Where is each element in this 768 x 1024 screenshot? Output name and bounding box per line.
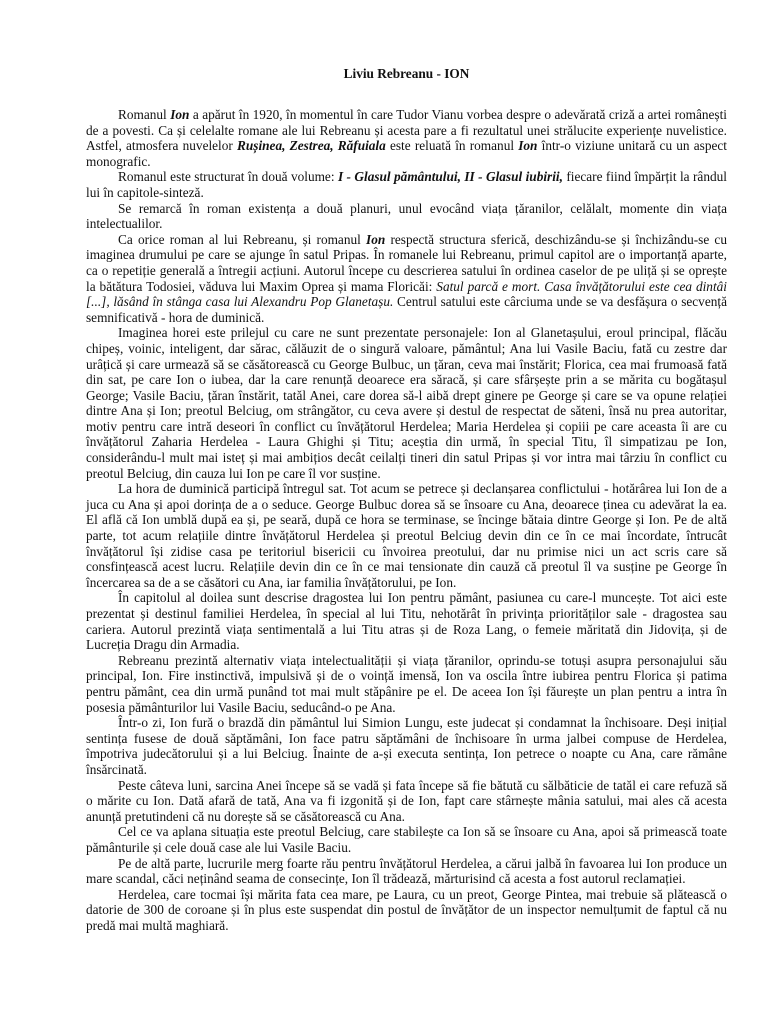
- text-run: Se remarcă în roman existența a două planuri, unul evocând viața țăranilor, celălalt, momente din viața intelectualilor.: [86, 200, 727, 232]
- paragraph: [86, 778, 727, 825]
- text-run: Centrul satului este cârciuma unde se va desfășura o secvență semnificativă - hora de duminică.: [86, 294, 727, 325]
- paragraph: [86, 325, 727, 481]
- text-run: Imaginea horei este prilejul cu care ne sunt prezentate personajele: Ion al Glanetașului, eroul principal, flăcău chipeș, voinic, inteligent, dar sărac, călăuzit de o singură valoare, pământul; Ana lui Vasile Baciu, fată cu zestre dar urâțică și care urmează să se căsătorească cu George Bulbuc, un țăran, ceva mai înstărit; Florica, cea mai frumoasă fată din sat, pe care Ion o iubea, dar la care renunță deoarece era săracă, și care sfârșește prin a se mărita cu bogătașul George; Vasile Baciu, țăran înstărit, tatăl Anei, care dorea să-l aibă drept ginere pe George și care se va opune relației dintre Ana și Ion; preotul Belciug, om strângător, cu ceva avere și destul de respectat de săteni, însă nu prea autoritar, motiv pentru care intră deseori în conflict cu învățătorul Herdelea; Maria Herdelea și copiii pe care aceasta îi are cu învățătorul Zaharia Herdelea - Laura Ghighi și Titu; aceștia din urmă, în special Titu, îl simpatizau pe Ion, considerându-l mult mai isteț și mai ambițios decât ceilalți tineri din satul Pripas și vor intra mai târziu în conflict cu preotul Belciug, din cauza lui Ion pe care îl vor susține.: [86, 325, 727, 481]
- paragraph: [86, 856, 727, 887]
- text-run: Într-o zi, Ion fură o brazdă din pământul lui Simion Lungu, este judecat și condamnat la închisoare. Deși inițial sentința fusese de două săptămâni, Ion face patru săptămâni de închisoare în urma jalbei compuse de Herdelea, împotriva judecătorului și a lui Belciug. Înainte de a-și executa sentința, Ion petrece o noapte cu Ana, care rămâne însărcinată.: [86, 715, 727, 777]
- text-run: într-o viziune unitară cu un aspect monografic.: [86, 138, 727, 169]
- text-run: Ca orice roman al lui Rebreanu, și romanul: [118, 231, 367, 247]
- emphasis-bold-italic: I - Glasul pământului, II - Glasul iubirii,: [337, 169, 563, 185]
- paragraph: [86, 590, 727, 652]
- text-run: Cel ce va aplana situația este preotul Belciug, care stabilește ca Ion să se însoare cu Ana, apoi să primească toate pământurile și cele două case ale lui Vasile Baciu.: [86, 824, 727, 855]
- paragraph: [86, 107, 727, 169]
- paragraph: [86, 653, 727, 715]
- emphasis-bold-italic: Rușinea, Zestrea, Răfuiala: [237, 138, 386, 154]
- paragraph: [86, 232, 727, 326]
- paragraph: [86, 887, 727, 934]
- paragraph: [86, 824, 727, 855]
- document-title: Liviu Rebreanu - ION: [343, 66, 470, 81]
- text-run: a apărut în 1920, în momentul în care Tudor Vianu vorbea despre o adevărată criză a artei românești de a povesti. Ca și celelalte romane ale lui Rebreanu și acesta pare a fi rezultatul unei strălucite experiențe nuvelistice. Astfel, atmosfera nuvelelor: [86, 107, 727, 154]
- text-run: Romanul este structurat în două volume:: [118, 169, 338, 185]
- paragraph: [86, 715, 727, 777]
- emphasis-bold-italic: Ion: [366, 231, 386, 247]
- text-run: Herdelea, care tocmai își mărita fata cea mare, pe Laura, cu un preot, George Pintea, mai trebuie să plătească o datorie de 300 de coroane și în plus este suspendat din postul de învățător de un inspector nemulțumit de faptul că nu predă mai multă maghiară.: [86, 886, 727, 933]
- text-run: Romanul: [118, 107, 171, 122]
- paragraph: [86, 481, 727, 590]
- text-run: Pe de altă parte, lucrurile merg foarte rău pentru învățătorul Herdelea, a cărui jalbă în favoarea lui Ion produce un mare scandal, căci neținând seama de consecințe, Ion îl trădează, mărturisind că acesta a fost autorul reclamației.: [86, 855, 727, 887]
- emphasis-italic: Satul parcă e mort. Casa învățătorului este cea dintâi [...], lăsând în stânga casa lui Alexandru Pop Glanetașu.: [86, 278, 727, 310]
- emphasis-bold-italic: Ion: [518, 138, 538, 154]
- emphasis-bold-italic: Ion: [170, 107, 190, 122]
- paragraph: [86, 169, 727, 200]
- text-run: Rebreanu prezintă alternativ viața intelectualității și viața țăranilor, oprindu-se totuși asupra personajului său principal, Ion. Fire instinctivă, impulsivă și de o voință imensă, Ion va oscila între iubirea pentru Florica și patima pentru pământ, cea din urmă punând tot mai mult stăpânire pe el. De aceea Ion își făurește un plan pentru a intra în posesia pământurilor lui Vasile Baciu, seducând-o pe Ana.: [86, 652, 727, 715]
- text-run: fiecare fiind împărțit la rândul lui în capitole-sinteză.: [86, 169, 727, 200]
- text-run: Peste câteva luni, sarcina Anei începe să se vadă și fata începe să fie bătută cu sălbăticie de tatăl ei care refuză să o mărite cu Ion. Dată afară de tată, Ana va fi izgonită și de Ion, fapt care stârnește mânia satului, mai ales că acesta anunță pretutindeni că nu dorește să se căsătorească cu Ana.: [86, 777, 727, 824]
- text-run: este reluată în romanul: [385, 138, 519, 154]
- text-run: La hora de duminică participă întregul sat. Tot acum se petrece și declanșarea conflictului - hotărârea lui Ion de a juca cu Ana și apoi dorința de a o seduce. George Bulbuc dorea să se însoare cu Ana, deoarece ținea cu adevărat la ea. El află că Ion umblă după ea și, pe seară, după ce hora se terminase, se încinge bătaia dintre George și Ion. Pe de altă parte, tot acum relațiile dintre învățătorul Herdelea și preotul Belciug devin din ce în ce mai încordate, întrucât învățătorul își zidise casa pe teritoriul bisericii cu învoirea preotului, dar nu primise nici un act scris care să consfințească acest lucru. Relațiile devin din ce în ce mai tensionate din cauză că preotul îl va susține pe George în încercarea sa de a se căsători cu Ana, iar familia învățătorului, pe Ion.: [86, 481, 727, 590]
- text-run: respectă structura sferică, deschizându-se și închizându-se cu imaginea drumului pe care se ajunge în satul Pripas. În romanele lui Rebreanu, primul capitol are o importanță aparte, ca o repetiție generală a întregii acțiuni. Autorul începe cu descrierea satului în ordinea caselor de pe uliță și se oprește la bătătura Todosiei, văduva lui Maxim Oprea și mama Floricăi:: [86, 231, 727, 294]
- paragraph: [86, 201, 727, 232]
- document-body: [86, 107, 727, 933]
- text-run: În capitolul al doilea sunt descrise dragostea lui Ion pentru pământ, pasiunea cu care-l muncește. Tot aici este prezentat și destinul familiei Herdelea, în special al lui Titu, nehotărât în privința priorităților sale - dragostea sau cariera. Autorul prezintă viața sentimentală a lui Titu atras și de Roza Lang, o femeie măritată din Jidovița, și de Lucreția Dragu din Armadia.: [86, 590, 727, 653]
